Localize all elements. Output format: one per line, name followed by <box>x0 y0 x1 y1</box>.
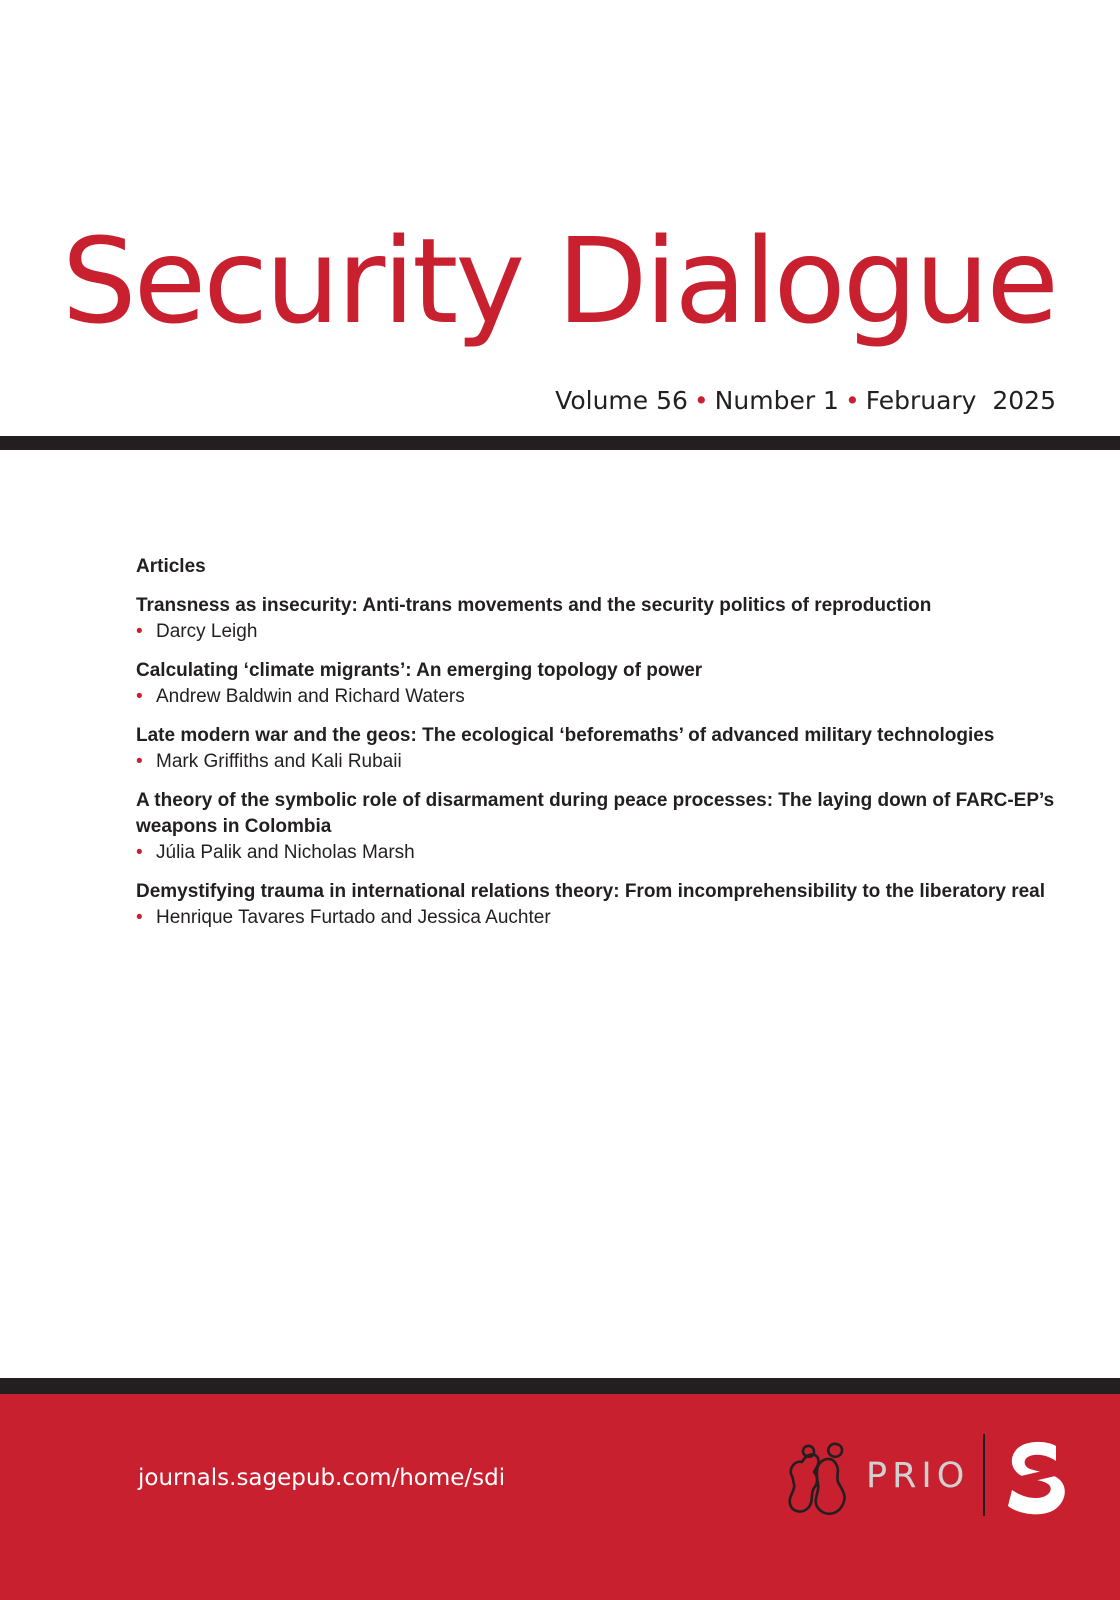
prio-figures-icon <box>784 1436 856 1522</box>
bullet: • <box>136 750 143 772</box>
article-title: Calculating ‘climate migrants’: An emerging topology of power <box>136 659 703 681</box>
bullet: • <box>136 685 143 707</box>
journal-url[interactable]: journals.sagepub.com/home/sdi <box>138 1465 506 1491</box>
article-title: Demystifying trauma in international relations theory: From incomprehensibility to the liberatory real <box>136 880 1046 902</box>
article-title: A theory of the symbolic role of disarmament during peace processes: The laying down of FARC-EP’s weapons in Colombia <box>136 789 1055 837</box>
journal-title: Security Dialogue <box>61 212 1056 350</box>
issue-separator: • <box>844 386 860 415</box>
author-names: Henrique Tavares Furtado and Jessica Auchter <box>156 906 551 928</box>
masthead <box>0 0 1120 436</box>
prio-wordmark: PRIO <box>866 1456 970 1496</box>
sage-s-icon <box>1006 1440 1068 1516</box>
author-names: Andrew Baldwin and Richard Waters <box>156 685 465 707</box>
article-authors <box>136 749 1066 775</box>
article-authors <box>136 619 1066 645</box>
top-rule <box>0 436 1120 450</box>
author-names: Júlia Palik and Nicholas Marsh <box>156 841 415 863</box>
number-label: Number 1 <box>714 386 839 415</box>
bullet: • <box>136 620 143 642</box>
article-item <box>136 788 1066 866</box>
footer-band <box>0 1394 1120 1600</box>
article-item <box>136 723 1066 775</box>
article-authors <box>136 840 1066 866</box>
bullet: • <box>136 841 143 863</box>
bullet: • <box>136 906 143 928</box>
article-item <box>136 658 1066 710</box>
table-of-contents <box>136 556 1066 944</box>
article-title: Transness as insecurity: Anti-trans movements and the security politics of reproduction <box>136 594 932 616</box>
article-authors <box>136 905 1066 931</box>
date-label: February 2025 <box>865 386 1056 415</box>
author-names: Darcy Leigh <box>156 620 258 642</box>
volume-label: Volume 56 <box>555 386 688 415</box>
article-item <box>136 879 1066 931</box>
article-title: Late modern war and the geos: The ecological ‘beforemaths’ of advanced military technologies <box>136 724 995 746</box>
issue-line <box>555 388 1056 413</box>
issue-separator: • <box>693 386 709 415</box>
article-authors <box>136 684 1066 710</box>
article-item <box>136 593 1066 645</box>
section-heading: Articles <box>136 556 206 577</box>
bottom-rule <box>0 1378 1120 1394</box>
logo-divider <box>983 1434 985 1516</box>
author-names: Mark Griffiths and Kali Rubaii <box>156 750 402 772</box>
